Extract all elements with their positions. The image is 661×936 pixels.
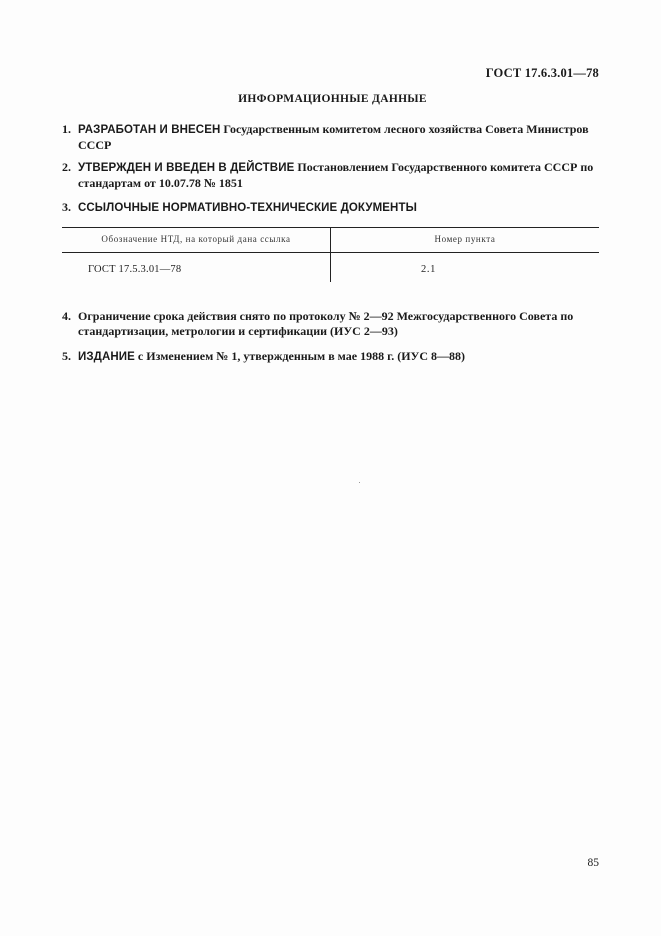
item-number: 4. (62, 309, 71, 323)
item-text (62, 122, 602, 153)
item-body: Государственным комитетом лесного хозяйства Совета Министров СССР (78, 122, 589, 152)
info-item-3 (62, 200, 602, 216)
item-number: 5. (62, 349, 71, 363)
table-cell-document: ГОСТ 17.5.3.01—78 (88, 264, 182, 275)
item-number: 3. (62, 200, 71, 214)
item-caps-heading: ИЗДАНИЕ (78, 351, 135, 363)
item-body: с Изменением № 1, утвержденным в мае 1988 г. (ИУС 8—88) (134, 349, 465, 363)
item-body: Ограничение срока действия снято по протоколу № 2—92 Межгосударственного Совета по стандартизации, метрологии и сертификации (ИУС 2—93) (78, 309, 574, 338)
document-code: ГОСТ 17.6.3.01—78 (485, 66, 599, 80)
section-title: ИНФОРМАЦИОННЫЕ ДАННЫЕ (238, 93, 427, 105)
reference-table (62, 226, 599, 282)
item-text (62, 200, 602, 216)
item-number: 2. (62, 160, 71, 174)
info-item-2 (62, 160, 602, 191)
item-caps-heading: РАЗРАБОТАН И ВНЕСЕН (78, 124, 221, 136)
info-item-1 (62, 122, 602, 153)
table-header-clause: Номер пункта (434, 234, 496, 244)
info-item-5 (62, 349, 602, 365)
scan-speck (359, 482, 360, 483)
table-cell-clause: 2.1 (421, 264, 436, 275)
item-text (62, 349, 602, 365)
item-body: Постановлением Государственного комитета СССР по стандартам от 10.07.78 № 1851 (78, 160, 594, 190)
info-item-4 (62, 309, 602, 339)
item-caps-heading: УТВЕРЖДЕН И ВВЕДЕН В ДЕЙСТВИЕ (78, 162, 295, 174)
item-caps-heading: ССЫЛОЧНЫЕ НОРМАТИВНО-ТЕХНИЧЕСКИЕ ДОКУМЕНТЫ (78, 202, 417, 214)
item-number: 1. (62, 122, 71, 136)
item-text (62, 160, 602, 191)
page-number: 85 (587, 857, 599, 869)
table-header-document: Обозначение НТД, на который дана ссылка (101, 234, 291, 244)
